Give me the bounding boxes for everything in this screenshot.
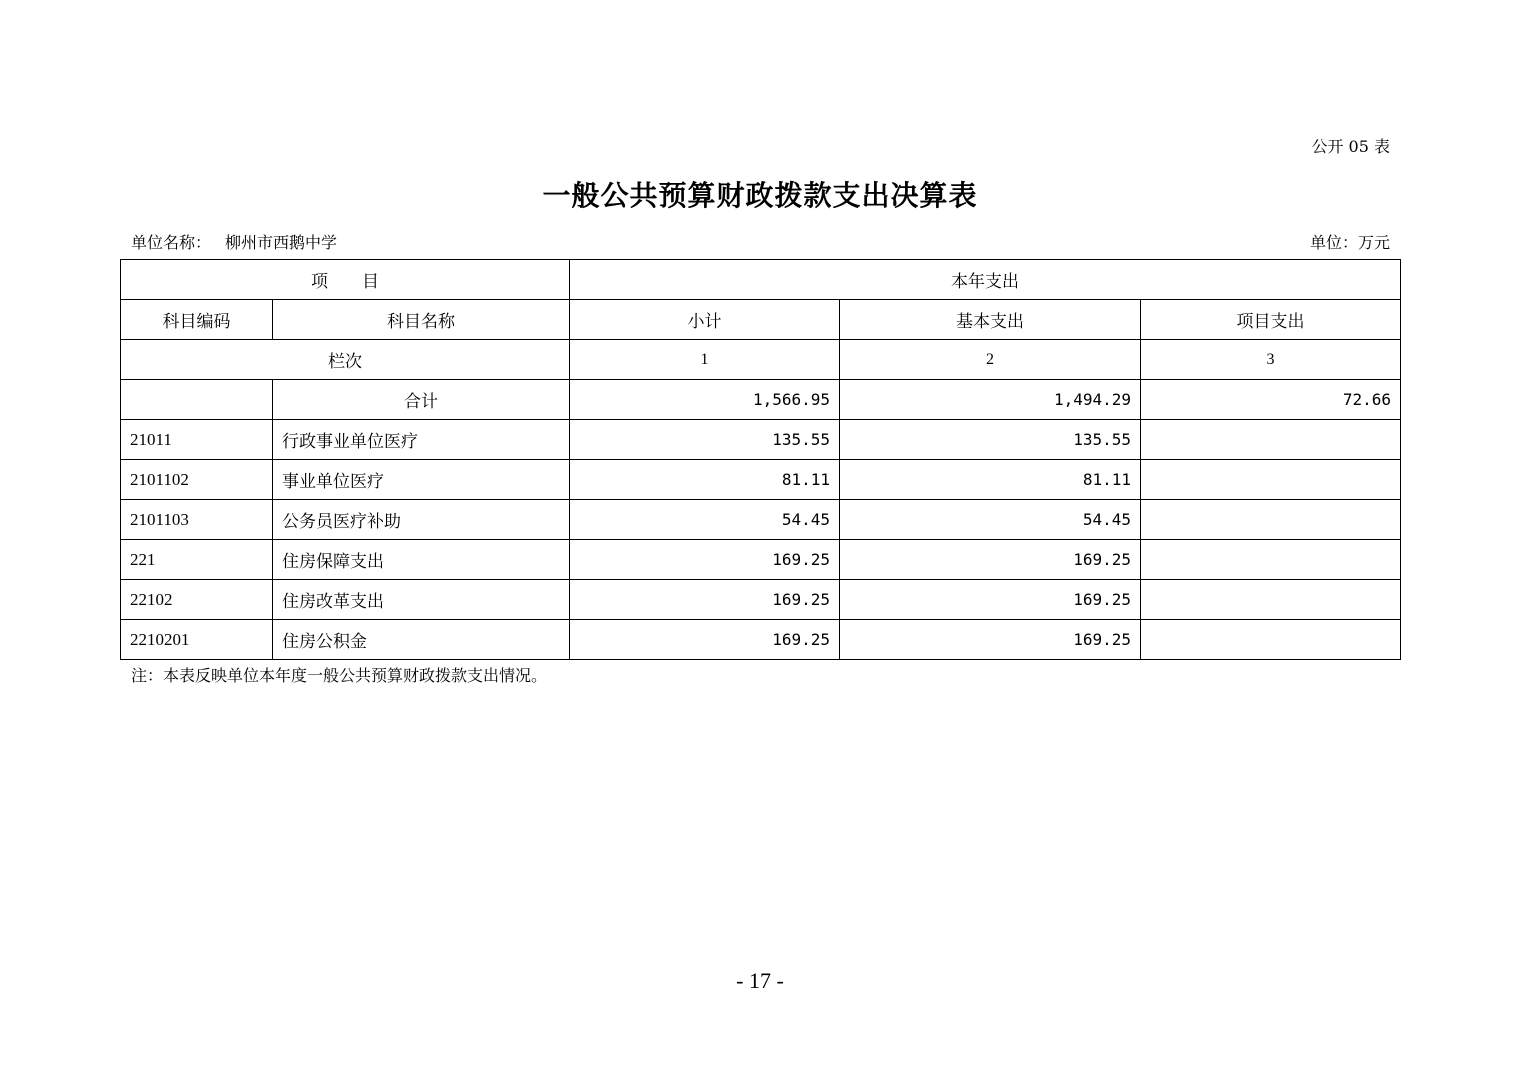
row-subtotal: 169.25: [570, 580, 840, 620]
row-project-exp: [1141, 500, 1401, 540]
unit-name: [131, 230, 337, 253]
header-row-1: [121, 260, 1401, 300]
row-project-exp: [1141, 620, 1401, 660]
row-basic: 169.25: [840, 540, 1141, 580]
table-row: [121, 540, 1401, 580]
total-code: [121, 380, 273, 420]
row-project-exp: [1141, 420, 1401, 460]
row-subtotal: 81.11: [570, 460, 840, 500]
row-code: 21011: [121, 420, 273, 460]
row-code: 22102: [121, 580, 273, 620]
header-row-3: [121, 340, 1401, 380]
row-name: 事业单位医疗: [273, 460, 570, 500]
unit-name-label: 单位名称：: [131, 233, 212, 252]
header-project: 项 目: [121, 260, 570, 300]
header-code: 科目编码: [121, 300, 273, 340]
table-row: [121, 420, 1401, 460]
header-basic: 基本支出: [840, 300, 1141, 340]
header-current-year: 本年支出: [570, 260, 1401, 300]
row-name: 住房保障支出: [273, 540, 570, 580]
total-row: [121, 380, 1401, 420]
expenditure-table: [120, 259, 1401, 660]
header-subtotal: 小计: [570, 300, 840, 340]
row-code: 2210201: [121, 620, 273, 660]
row-project-exp: [1141, 540, 1401, 580]
page-number: - 17 -: [736, 968, 784, 993]
row-name: 住房公积金: [273, 620, 570, 660]
row-name: 公务员医疗补助: [273, 500, 570, 540]
table-row: [121, 580, 1401, 620]
row-basic: 169.25: [840, 580, 1141, 620]
header-col-3: 3: [1141, 340, 1401, 380]
row-basic: 81.11: [840, 460, 1141, 500]
header-project-exp: 项目支出: [1141, 300, 1401, 340]
row-project-exp: [1141, 460, 1401, 500]
header-name: 科目名称: [273, 300, 570, 340]
row-basic: 54.45: [840, 500, 1141, 540]
table-row: [121, 620, 1401, 660]
row-subtotal: 169.25: [570, 540, 840, 580]
total-subtotal: 1,566.95: [570, 380, 840, 420]
unit-measure: 单位：万元: [1309, 233, 1390, 252]
row-project-exp: [1141, 580, 1401, 620]
row-code: 2101102: [121, 460, 273, 500]
header-row-2: [121, 300, 1401, 340]
row-subtotal: 54.45: [570, 500, 840, 540]
row-subtotal: 169.25: [570, 620, 840, 660]
total-project-exp: 72.66: [1141, 380, 1401, 420]
form-code: 公开 05 表: [1311, 137, 1390, 156]
unit-name-value: 柳州市西鹅中学: [225, 233, 338, 252]
table-note: 注：本表反映单位本年度一般公共预算财政拨款支出情况。: [131, 666, 548, 685]
row-name: 行政事业单位医疗: [273, 420, 570, 460]
header-column-index: 栏次: [121, 340, 570, 380]
total-basic: 1,494.29: [840, 380, 1141, 420]
page-title: 一般公共预算财政拨款支出决算表: [542, 179, 978, 212]
total-label: 合计: [273, 380, 570, 420]
row-name: 住房改革支出: [273, 580, 570, 620]
row-code: 221: [121, 540, 273, 580]
header-col-1: 1: [570, 340, 840, 380]
row-basic: 169.25: [840, 620, 1141, 660]
row-subtotal: 135.55: [570, 420, 840, 460]
table-row: [121, 460, 1401, 500]
table-row: [121, 500, 1401, 540]
header-col-2: 2: [840, 340, 1141, 380]
row-basic: 135.55: [840, 420, 1141, 460]
row-code: 2101103: [121, 500, 273, 540]
